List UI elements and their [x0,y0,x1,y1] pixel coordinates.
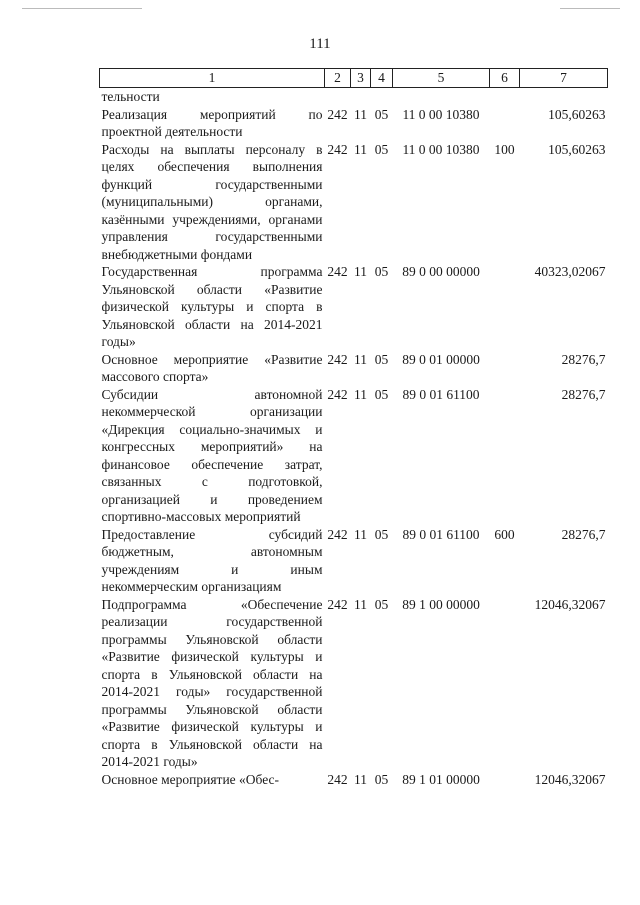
section-code: 11 [354,264,367,279]
ved-code: 242 [327,106,348,122]
amount-value: 12046,32067 [534,596,606,612]
row-description: Основное мероприятие «Обес- [101,771,280,787]
ved-code [325,88,351,106]
target-article-code: 89 0 01 61100 [402,526,480,542]
section-code: 11 [354,596,367,612]
ved-code: 242 [327,351,348,367]
target-article-code: 89 0 00 00000 [402,264,480,279]
subsection-code [371,88,393,106]
table-row [100,771,608,789]
row-description: Расходы на выплаты персоналу в целях обеспечения выполнения функций государственными (муниципальными) органами, казёнными учреждениями, органами управления государственными внебюджетными фондами [101,141,323,262]
row-description: Основное мероприятие «Развитие массового спорта» [101,351,323,384]
ved-code: 242 [327,386,348,402]
row-description: Предоставление субсидий бюджетным, автономным учреждениям и иным некоммерческим организациям [101,526,323,594]
amount-value: 105,60263 [548,106,606,122]
section-code: 11 [354,386,367,402]
table-row [100,386,608,526]
row-description: Государственная программа Ульяновской области «Развитие физической культуры и спорта в Ульяновской области на 2014-2021 годы» [101,264,323,349]
section-code: 11 [354,771,367,787]
row-description: Подпрограмма «Обеспечение реализации государственной программы Ульяновской области «Развитие физической культуры и спорта в Ульяновской области на 2014-2021 годы» государственной программы Ульяновской области «Развитие физической культуры и спорта в Ульяновской области на 2014-2021 годы» [101,596,323,769]
target-article-code: 11 0 00 10380 [402,106,480,122]
subsection-code: 05 [374,596,389,612]
section-code: 11 [354,351,367,367]
subsection-code: 05 [374,386,389,402]
ved-code: 242 [327,771,348,787]
target-article-code: 89 1 00 00000 [402,596,480,612]
table-row [100,596,608,771]
ved-code: 242 [327,264,348,279]
column-header: 3 [351,69,371,88]
column-header: 7 [520,69,608,88]
expense-type-code: 100 [494,141,515,157]
expense-type-code: 600 [494,526,515,542]
target-article-code: 89 1 01 00000 [402,771,480,787]
expense-type-code [490,596,520,771]
row-description: Реализация мероприятий по проектной деятельности [101,106,323,139]
expense-type-code [490,263,520,351]
row-description: тельности [101,89,160,104]
budget-table [99,68,608,788]
subsection-code: 05 [374,771,389,787]
table-row [100,106,608,141]
subsection-code: 05 [374,264,389,279]
amount-value: 28276,7 [561,386,606,402]
amount-value: 40323,02067 [534,264,606,279]
expense-type-code [490,88,520,106]
expense-type-code [490,351,520,386]
column-number-row [100,69,608,88]
table-row [100,351,608,386]
table-row [100,263,608,351]
target-article-code [393,88,490,106]
ved-code: 242 [327,596,348,612]
amount-value: 28276,7 [561,351,606,367]
subsection-code: 05 [374,526,389,542]
target-article-code: 11 0 00 10380 [402,141,480,157]
page-number: 111 [309,36,331,52]
section-code: 11 [354,106,367,122]
subsection-code: 05 [374,141,389,157]
scan-artifact-top [22,8,142,9]
amount-value [520,88,608,106]
column-header: 2 [325,69,351,88]
scan-artifact-top-right [560,8,620,9]
ved-code: 242 [327,526,348,542]
column-header: 5 [393,69,490,88]
column-header: 4 [371,69,393,88]
expense-type-code [490,386,520,526]
column-header: 1 [100,69,325,88]
row-description: Субсидии автономной некоммерческой организации «Дирекция социально-значимых и конгрессных мероприятий» на финансовое обеспечение затрат, связанных с подготовкой, организацией и проведением спортивно-массовых мероприятий [101,386,323,524]
table-row [100,141,608,264]
section-code: 11 [354,526,367,542]
expense-type-code [490,771,520,789]
amount-value: 12046,32067 [534,771,606,787]
table-row [100,526,608,596]
amount-value: 28276,7 [561,526,606,542]
ved-code: 242 [327,141,348,157]
column-header: 6 [490,69,520,88]
budget-rows [100,88,608,789]
expense-type-code [490,106,520,141]
table-row [100,88,608,106]
section-code [351,88,371,106]
section-code: 11 [354,141,367,157]
amount-value: 105,60263 [548,141,606,157]
subsection-code: 05 [374,351,389,367]
target-article-code: 89 0 01 00000 [402,351,480,367]
target-article-code: 89 0 01 61100 [402,386,480,402]
subsection-code: 05 [374,106,389,122]
